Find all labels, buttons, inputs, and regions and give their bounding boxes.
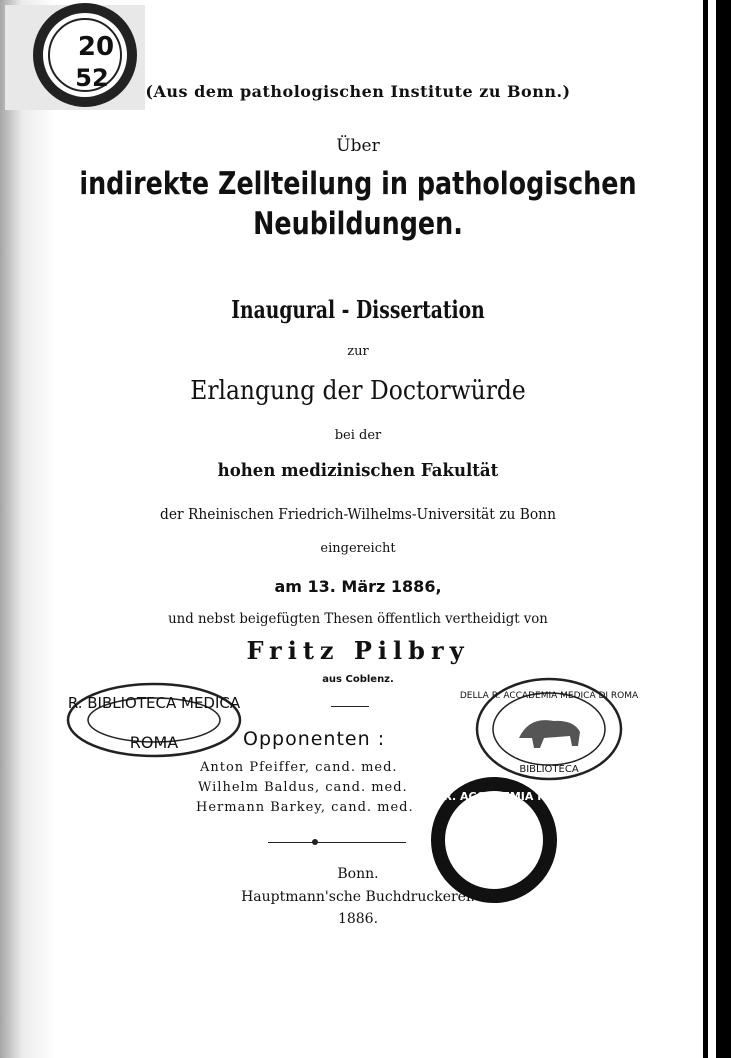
dono-stamp: [402, 780, 586, 900]
opponent-1: Anton Pfeiffer, cand. med.: [200, 760, 398, 775]
star-icon: ★: [454, 831, 465, 845]
wolf-emblem-icon: [519, 720, 580, 748]
ornament-rule-right: [318, 842, 406, 843]
place-line: Bonn.: [337, 866, 379, 882]
title-line-2: Neubildungen.: [253, 206, 463, 242]
zur-text: zur: [347, 344, 369, 359]
date-line: am 13. März 1886,: [274, 577, 442, 596]
accademia-stamp-text: DELLA R. ACCADEMIA MEDICA DI ROMA: [459, 691, 639, 701]
biblioteca-stamp-text: R. BIBLIOTECA MEDICA: [67, 694, 241, 712]
accademia-inner-text: BIBLIOTECA: [519, 764, 579, 775]
origin-line: aus Coblenz.: [322, 674, 394, 685]
biblioteca-medica-stamp: [64, 680, 244, 760]
page-fold-line: [703, 0, 708, 1058]
title-line-1: indirekte Zellteilung in pathologischen: [79, 166, 637, 202]
institute-line: (Aus dem pathologischen Institute zu Bonn.): [145, 82, 571, 101]
erlangung-heading: Erlangung der Doctorwürde: [190, 376, 526, 406]
author-name: Fritz Pilbry: [246, 636, 470, 665]
year-line: 1886.: [337, 911, 379, 927]
accademia-stamp: [459, 676, 639, 782]
scan-border: [716, 0, 731, 1058]
roma-stamp-text: ROMA: [129, 733, 179, 752]
short-divider: [331, 706, 369, 707]
opponent-3: Hermann Barkey, cand. med.: [196, 800, 414, 815]
bei-der-text: bei der: [334, 428, 382, 443]
fakultaet-line: hohen medizinischen Fakultät: [217, 460, 499, 481]
opponents-heading: Opponenten :: [243, 728, 386, 750]
uber-heading: Über: [336, 136, 380, 156]
dono-stamp-text: DONO R. ACCADEMIA MEDICA: [402, 790, 586, 803]
eingereicht-text: eingereicht: [320, 541, 396, 556]
catalog-number-top: 20: [77, 32, 115, 62]
opponent-2: Wilhelm Baldus, cand. med.: [198, 780, 408, 795]
dissertation-heading: Inaugural - Dissertation: [231, 295, 485, 324]
catalog-number-bottom: 52: [75, 64, 109, 92]
publisher-line: Hauptmann'sche Buchdruckerei.: [241, 889, 475, 905]
defended-line: und nebst beigefügten Thesen öffentlich vertheidigt von: [168, 611, 548, 627]
universitaet-line: der Rheinischen Friedrich-Wilhelms-Universität zu Bonn: [160, 505, 556, 523]
catalog-number-stamp: [0, 0, 150, 120]
